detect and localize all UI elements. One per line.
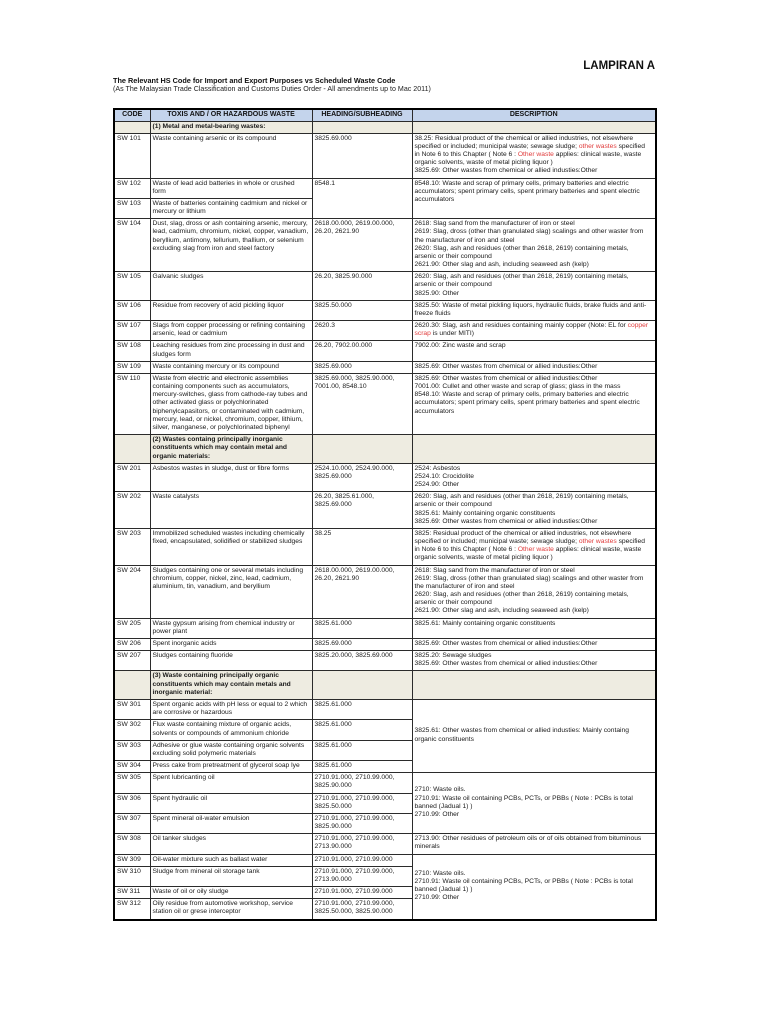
description-line: 2710: Waste oils. [414, 786, 466, 794]
table-row [114, 373, 656, 434]
description-cell [412, 699, 656, 772]
description-line: 38.25: Residual product of the chemical or allied industries, not elsewhere specified or included; municipal waste; sewage sludge; other wastes specified in Note 6 to this Chapter ( Note 6 : Other waste applies: clinical waste, waste organic solvents, waste of metal picling liquor ) [414, 134, 645, 167]
waste-cell: Immobilized scheduled wastes including chemically fixed, encapsulated, solidified or stabilized sludges [150, 528, 312, 565]
description-line: 3825.50: Waste of metal pickling liquors, hydraulic fluids, brake fluids and anti-freeze fluids [414, 301, 647, 317]
description-cell [412, 341, 656, 361]
waste-cell: Galvanic sludges [150, 272, 312, 301]
heading-cell: 2710.91.000, 2710.99.000 [312, 887, 412, 899]
table-row [114, 300, 656, 320]
waste-cell: Waste of oil or oily sludge [150, 887, 312, 899]
waste-cell: Spent inorganic acids [150, 638, 312, 650]
description-cell [412, 834, 656, 854]
description-line: 2619: Slag, dross (other than granulated slag) scalings and other waster from the manufacturer of iron and steel [414, 228, 644, 244]
waste-cell: Waste gypsum arising from chemical industry or power plant [150, 618, 312, 638]
code-cell: SW 312 [114, 899, 150, 920]
heading-cell: 2710.91.000, 2710.99.000, 3825.50.000, 3825.90.000 [312, 899, 412, 920]
description-line: 3825.20: Sewage sludges [414, 652, 492, 660]
description-line: 3825.61: Mainly containing organic constituents [414, 509, 556, 517]
code-cell: SW 302 [114, 720, 150, 740]
waste-cell: Waste of lead acid batteries in whole or crushed form [150, 178, 312, 198]
description-cell [412, 219, 656, 272]
heading-cell: 3825.50.000 [312, 300, 412, 320]
heading-cell: 2710.91.000, 2710.99.000, 3825.50.000 [312, 793, 412, 813]
heading-cell: 2618.00.000, 2619.00.000, 26.20, 2621.90 [312, 565, 412, 618]
waste-code-table [113, 108, 657, 921]
description-line: 2619: Slag, dross (other than granulated slag) scalings and other waster from the manufacturer of iron and steel [414, 574, 644, 590]
code-cell: SW 308 [114, 834, 150, 854]
waste-cell: Waste containing mercury or its compound [150, 361, 312, 373]
description-line: 2620: Slag, ash and residues (other than 2618, 2619) containing metals, arsenic or their compound [414, 244, 629, 260]
code-cell: SW 203 [114, 528, 150, 565]
document-subtitle: (As The Malaysian Trade Classification and Customs Duties Order - All amendments up to Mac 2011) [113, 85, 431, 94]
description-line: 2620.30: Slag, ash and residues containing mainly copper (Note: EL for copper scrap is under MITI) [414, 322, 649, 338]
description-line: 2621.90: Other slag and ash, including seaweed ash (kelp) [414, 261, 589, 269]
table-row [114, 341, 656, 361]
description-line: 3825: Residual product of the chemical or allied industries, not elsewhere specified or included; municipal waste; sewage sludge; other wastes specified in Note 6 to this Chapter ( Note 6 : Other waste applies: clinical waste, waste organic solvents, waste of metal picling liquor ) [414, 529, 645, 562]
heading-cell: 2710.91.000, 2710.99.000, 3825.90.000 [312, 773, 412, 793]
description-cell [412, 300, 656, 320]
code-cell: SW 108 [114, 341, 150, 361]
description-cell [412, 272, 656, 301]
waste-cell: Spent lubricanting oil [150, 773, 312, 793]
description-line: 2710.99: Other [414, 894, 460, 902]
code-cell: SW 205 [114, 618, 150, 638]
waste-cell: Flux waste containing mixture of organic acids, solvents or compounds of ammonium chloride [150, 720, 312, 740]
description-line: 2524.10: Crocidolite [414, 472, 474, 480]
table-row [114, 272, 656, 301]
heading-cell: 2710.91.000, 2710.99.000 [312, 854, 412, 866]
waste-cell: Waste containing arsenic or its compound [150, 133, 312, 178]
heading-cell: 3825.69.000 [312, 638, 412, 650]
code-cell [114, 671, 150, 700]
description-cell [412, 463, 656, 492]
section-row [114, 671, 656, 700]
description-line: 3825.69: Other wastes from chemical or allied industies:Other [414, 374, 598, 382]
table-row [114, 773, 656, 793]
table-row [114, 178, 656, 198]
description-cell [412, 854, 656, 920]
table-body [114, 121, 656, 920]
waste-cell: Sludges containing fluoride [150, 651, 312, 671]
description-cell [412, 528, 656, 565]
code-cell: SW 104 [114, 219, 150, 272]
table-row [114, 565, 656, 618]
heading-cell: 38.25 [312, 528, 412, 565]
heading-cell: 2710.91.000, 2710.99.000, 2713.90.000 [312, 866, 412, 886]
description-line: 8548.10: Waste and scrap of primary cells, primary batteries and electric accumulators; spent primary cells, spent primary batteries and spent electric accumulators [414, 179, 640, 203]
heading-cell: 2710.91.000, 2710.99.000, 2713.90.000 [312, 834, 412, 854]
heading-cell: 2620.3 [312, 321, 412, 341]
description-cell [412, 373, 656, 434]
description-cell [412, 492, 656, 529]
table-row [114, 651, 656, 671]
description-line: 3825.90: Other [414, 289, 460, 297]
code-cell: SW 305 [114, 773, 150, 793]
table-row [114, 321, 656, 341]
description-cell [412, 133, 656, 178]
description-cell [412, 121, 656, 133]
code-cell: SW 202 [114, 492, 150, 529]
code-cell: SW 206 [114, 638, 150, 650]
description-line: 2618: Slag sand from the manufacturer of iron or steel [414, 220, 575, 228]
code-cell: SW 309 [114, 854, 150, 866]
description-line: 7001.00: Cullet and other waste and scrap of glass; glass in the mass [414, 383, 621, 391]
description-cell [412, 651, 656, 671]
waste-cell: Sludge from mineral oil storage tank [150, 866, 312, 886]
table-row [114, 638, 656, 650]
waste-cell: Spent hydraulic oil [150, 793, 312, 813]
code-cell: SW 304 [114, 761, 150, 773]
code-cell: SW 102 [114, 178, 150, 198]
waste-cell: Oily residue from automotive workshop, service station oil or grese interceptor [150, 899, 312, 920]
waste-cell: Waste from electric and electronic assemblies containing components such as accumulators, mercury-switches, glass from cathode-ray tubes and other activated glass or polychlorinated biphenylcapasitors, or contaminated with cadmium, mercury, lead, or nickel, chromium, copper, lithium, silver, manganese, or polychlorinated biphenyl [150, 373, 312, 434]
document-title: The Relevant HS Code for Import and Export Purposes vs Scheduled Waste Code [113, 76, 396, 85]
waste-cell: Waste catalysts [150, 492, 312, 529]
code-cell: SW 101 [114, 133, 150, 178]
code-cell: SW 110 [114, 373, 150, 434]
description-cell [412, 321, 656, 341]
heading-cell: 26.20, 7902.00.000 [312, 341, 412, 361]
section-title-cell: (3) Waste containing principally organic constituents which may contain metals and inorganic material: [150, 671, 312, 700]
description-line: 3825.69: Other wastes from chemical or allied industies:Other [414, 362, 598, 370]
section-title-cell: (1) Metal and metal-bearing wastes: [150, 121, 312, 133]
description-line: 2620: Slag, ash and residues (other than 2618, 2619) containing metals, arsenic or their compound [414, 273, 629, 289]
waste-cell: Sludges containing one or several metals including chromium, copper, nickel, zinc, lead, cadmium, aluminium, tin, vanadium, and beryllium [150, 565, 312, 618]
code-cell: SW 306 [114, 793, 150, 813]
heading-cell: 2618.00.000, 2619.00.000, 26.20, 2621.90 [312, 219, 412, 272]
code-cell: SW 201 [114, 463, 150, 492]
description-line: 2710.99: Other [414, 810, 460, 818]
code-cell: SW 310 [114, 866, 150, 886]
table-row [114, 133, 656, 178]
description-cell [412, 671, 656, 700]
description-line: 3825.61: Other wastes from chemical or allied industies: Mainly containg organic constituents [414, 727, 629, 743]
table-header-row [114, 109, 656, 121]
heading-cell: 3825.61.000 [312, 761, 412, 773]
code-cell: SW 105 [114, 272, 150, 301]
waste-cell: Slags from copper processing or refining containing arsenic, lead or cadmium [150, 321, 312, 341]
description-line: 2710.91: Waste oil containing PCBs, PCTs, or PBBs ( Note : PCBs is total banned (Jadual 1) ) [414, 877, 633, 894]
heading-cell: 3825.61.000 [312, 618, 412, 638]
column-header-heading: HEADING/SUBHEADING [312, 109, 412, 121]
heading-cell: 26.20, 3825.90.000 [312, 272, 412, 301]
description-cell [412, 435, 656, 464]
code-cell: SW 107 [114, 321, 150, 341]
code-cell: SW 103 [114, 198, 150, 218]
waste-cell: Adhesive or glue waste containing organic solvents excluding solid polymeric materials [150, 740, 312, 760]
heading-cell: 3825.61.000 [312, 720, 412, 740]
description-line: 2713.90: Other residues of petroleum oils or of oils obtained from bituminous minerals [414, 835, 642, 851]
description-line: 3825.61: Mainly containing organic constituents [414, 619, 556, 627]
heading-cell: 2524.10.000, 2524.90.000, 3825.69.000 [312, 463, 412, 492]
description-line: 2618: Slag sand from the manufacturer of iron or steel [414, 566, 575, 574]
heading-cell: 3825.69.000 [312, 361, 412, 373]
heading-cell: 3825.61.000 [312, 699, 412, 719]
heading-cell [312, 671, 412, 700]
table-row [114, 699, 656, 719]
description-cell [412, 178, 656, 219]
section-row [114, 435, 656, 464]
code-cell: SW 311 [114, 887, 150, 899]
description-line: 3825.69: Other wastes from chemical or allied industies:Other [414, 517, 598, 525]
description-line: 7902.00: Zinc waste and scrap [414, 342, 506, 350]
table-row [114, 854, 656, 866]
code-cell: SW 307 [114, 813, 150, 833]
description-cell [412, 361, 656, 373]
heading-cell: 3825.69.000, 3825.90.000, 7001.00, 8548.10 [312, 373, 412, 434]
code-cell: SW 204 [114, 565, 150, 618]
waste-cell: Spent mineral oil-water emulsion [150, 813, 312, 833]
code-cell: SW 301 [114, 699, 150, 719]
waste-cell: Dust, slag, dross or ash containing arsenic, mercury, lead, cadmium, chromium, nickel, copper, vanadium, beryllium, antimony, tellurium, thallium, or selenium excluding slag from iron and steel factory [150, 219, 312, 272]
description-line: 2621.90: Other slag and ash, including seaweed ash (kelp) [414, 607, 589, 615]
waste-cell: Asbestos wastes in sludge, dust or fibre forms [150, 463, 312, 492]
code-cell: SW 109 [114, 361, 150, 373]
heading-cell: 8548.1 [312, 178, 412, 219]
waste-cell: Waste of batteries containing cadmium and nickel or mercury or lithium [150, 198, 312, 218]
description-line: 2524: Asbestos [414, 464, 461, 472]
description-line: 2620: Slag, ash and residues (other than 2618, 2619) containing metals, arsenic or their compound [414, 591, 629, 607]
code-cell: SW 106 [114, 300, 150, 320]
column-header-waste: TOXIS AND / OR HAZARDOUS WASTE [150, 109, 312, 121]
description-line: 8548.10: Waste and scrap of primary cells, primary batteries and electric accumulators; spent primary cells, spent primary batteries and spent electric accumulators [414, 391, 640, 415]
waste-cell: Leaching residues from zinc processing in dust and sludges form [150, 341, 312, 361]
waste-cell: Oil-water mixture such as ballast water [150, 854, 312, 866]
description-line: 3825.69: Other wastes from chemical or allied industies:Other [414, 167, 598, 175]
page-label: LAMPIRAN A [583, 60, 655, 72]
section-row [114, 121, 656, 133]
column-header-description: DESCRIPTION [412, 109, 656, 121]
heading-cell [312, 435, 412, 464]
code-cell: SW 207 [114, 651, 150, 671]
description-line: 2710.91: Waste oil containing PCBs, PCTs, or PBBs ( Note : PCBs is total banned (Jadual 1) ) [414, 794, 633, 810]
heading-cell: 26.20, 3825.61.000, 3825.69.000 [312, 492, 412, 529]
table-row [114, 219, 656, 272]
column-header-code: CODE [114, 109, 150, 121]
code-cell [114, 121, 150, 133]
section-title-cell: (2) Wastes containg principally inorganic constituents which may contain metal and organic materials: [150, 435, 312, 464]
description-cell [412, 565, 656, 618]
heading-cell: 3825.69.000 [312, 133, 412, 178]
code-cell: SW 303 [114, 740, 150, 760]
table-row [114, 618, 656, 638]
table-row [114, 361, 656, 373]
description-line: 2620: Slag, ash and residues (other than 2618, 2619) containing metals, arsenic or their compound [414, 493, 629, 509]
table-row [114, 834, 656, 854]
description-cell [412, 773, 656, 834]
description-line: 3825.69: Other wastes from chemical or allied industies:Other [414, 639, 598, 647]
table-row [114, 463, 656, 492]
document-page [113, 60, 655, 921]
waste-cell: Press cake from pretreatment of glycerol soap lye [150, 761, 312, 773]
description-line: 2524.90: Other [414, 481, 460, 489]
description-cell [412, 618, 656, 638]
waste-cell: Spent organic acids with pH less or equal to 2 which are corrosive or hazardous [150, 699, 312, 719]
description-line: 3825.69: Other wastes from chemical or allied industies:Other [414, 660, 598, 668]
code-cell [114, 435, 150, 464]
waste-cell: Oil tanker sludges [150, 834, 312, 854]
heading-cell [312, 121, 412, 133]
description-cell [412, 638, 656, 650]
table-row [114, 492, 656, 529]
heading-cell: 3825.20.000, 3825.69.000 [312, 651, 412, 671]
waste-cell: Residue from recovery of acid pickling liquor [150, 300, 312, 320]
table-row [114, 528, 656, 565]
heading-cell: 3825.61.000 [312, 740, 412, 760]
description-line: 2710: Waste oils. [414, 869, 466, 877]
heading-cell: 2710.91.000, 2710.99.000, 3825.90.000 [312, 813, 412, 833]
